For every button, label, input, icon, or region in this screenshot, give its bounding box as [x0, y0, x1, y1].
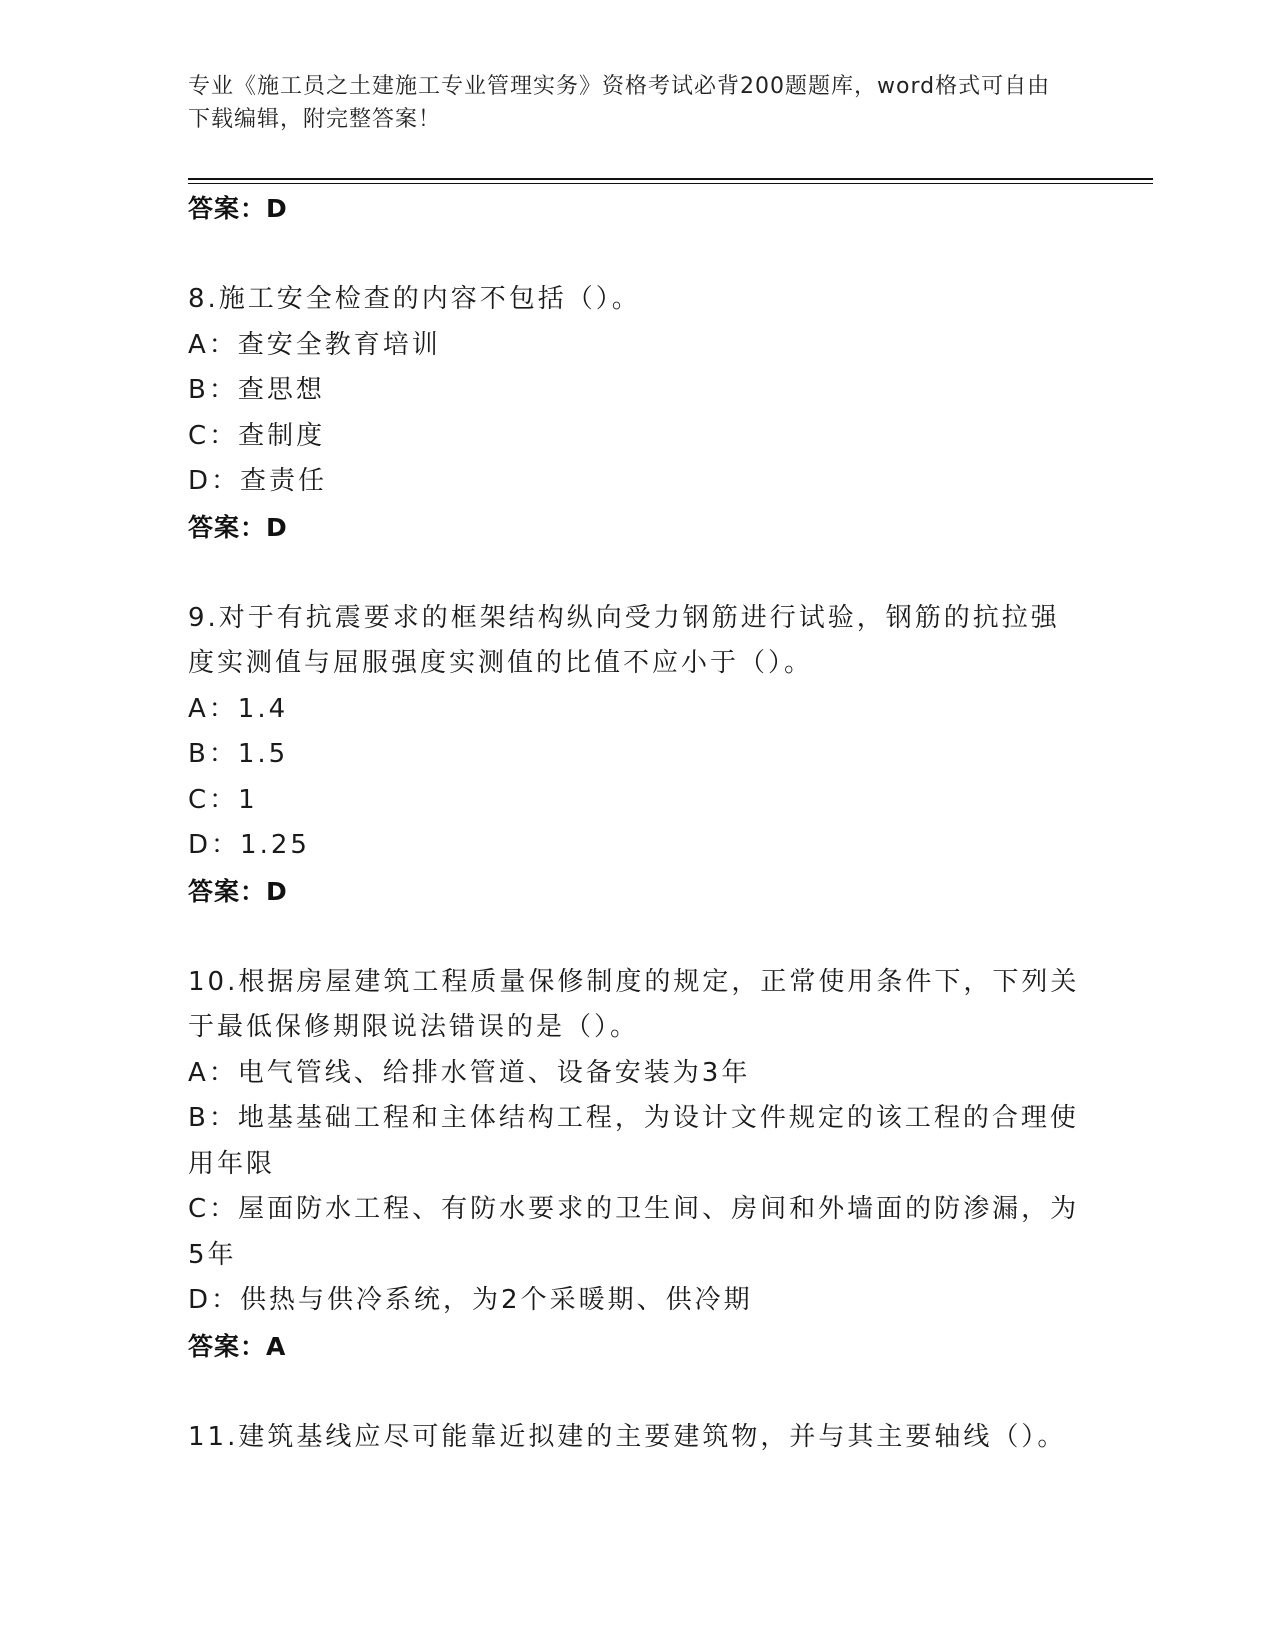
header-rule-thick: [188, 178, 1153, 180]
option-9-a: A：1.4: [188, 693, 289, 724]
option-10-b-line-1: B：地基基础工程和主体结构工程，为设计文件规定的该工程的合理使: [188, 1103, 1079, 1133]
option-8-a: A：查安全教育培训: [188, 329, 441, 360]
option-8-d: D：查责任: [188, 466, 328, 496]
answer-q9: 答案：D: [188, 876, 288, 906]
option-10-d: D：供热与供冷系统，为2个采暖期、供冷期: [188, 1285, 753, 1315]
option-10-a: A：电气管线、给排水管道、设备安装为3年: [188, 1057, 751, 1088]
spacer: [188, 1369, 1088, 1415]
answer-q10: 答案：A: [188, 1331, 287, 1361]
option-8-b: B：查思想: [188, 375, 325, 405]
answer-q7: 答案：D: [188, 194, 288, 223]
spacer: [188, 914, 1088, 960]
option-9-d: D：1.25: [188, 830, 310, 860]
option-9-c: C：1: [188, 784, 258, 815]
header-rule-thin: [188, 183, 1153, 184]
document-header: 专业《施工员之土建施工专业管理实务》资格考试必背200题题库，word格式可自由下载编辑，附完整答案！: [188, 74, 1051, 132]
spacer: [188, 550, 1088, 596]
option-8-c: C：查制度: [188, 420, 326, 451]
option-9-b: B：1.5: [188, 739, 289, 769]
question-11: 11.建筑基线应尽可能靠近拟建的主要建筑物，并与其主要轴线（）。: [188, 1421, 1067, 1452]
question-list: [188, 186, 1088, 1460]
option-10-c-line-2: 5年: [188, 1239, 237, 1270]
question-9-line-1: 9.对于有抗震要求的框架结构纵向受力钢筋进行试验，钢筋的抗拉强: [188, 602, 1060, 633]
question-8: 8.施工安全检查的内容不包括（）。: [188, 284, 641, 314]
spacer: [188, 232, 1088, 278]
option-10-c-line-1: C：屋面防水工程、有防水要求的卫生间、房间和外墙面的防渗漏，为: [188, 1194, 1080, 1224]
question-10-line-2: 于最低保修期限说法错误的是（）。: [188, 1012, 640, 1042]
question-9-line-2: 度实测值与屈服强度实测值的比值不应小于（）。: [188, 648, 814, 678]
answer-q8: 答案：D: [188, 512, 288, 542]
option-10-b-line-2: 用年限: [188, 1148, 276, 1179]
question-10-line-1: 10.根据房屋建筑工程质量保修制度的规定，正常使用条件下，下列关: [188, 966, 1080, 997]
